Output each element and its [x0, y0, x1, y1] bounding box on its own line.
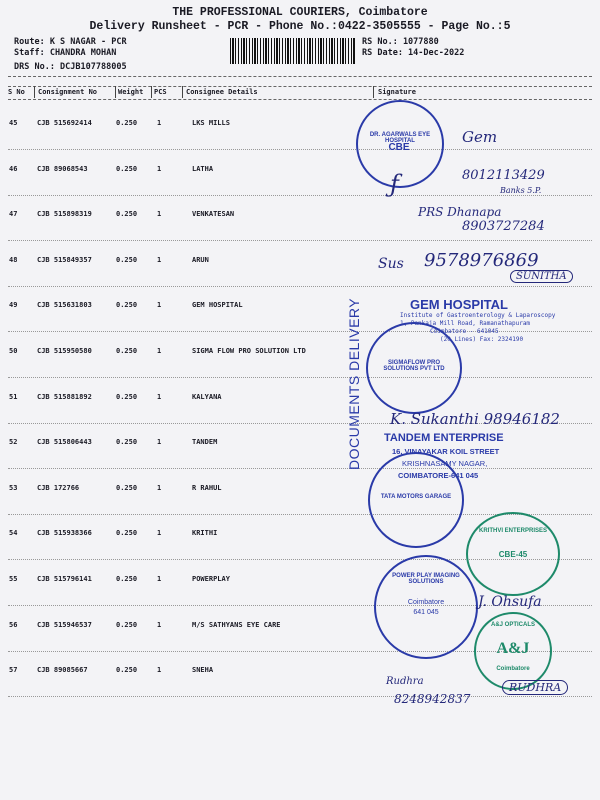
header-details: Consignee Details: [186, 88, 258, 96]
row-weight: 0.250: [116, 210, 138, 218]
row-divider: [8, 377, 592, 378]
row-weight: 0.250: [116, 621, 138, 629]
row-consignee: LKS MILLS: [192, 119, 230, 127]
handwriting-name-57: Rudhra: [386, 676, 424, 687]
barcode: [230, 38, 355, 64]
row-consignee: ARUN: [192, 256, 209, 264]
row-divider: [8, 195, 592, 196]
row-weight: 0.250: [116, 529, 138, 537]
row-weight: 0.250: [116, 301, 138, 309]
row-weight: 0.250: [116, 575, 138, 583]
column-divider: [34, 86, 35, 98]
row-weight: 0.250: [116, 484, 138, 492]
row-consignee: POWERPLAY: [192, 575, 230, 583]
row-sno: 47: [9, 210, 18, 218]
row-pcs: 1: [157, 666, 162, 674]
row-consignee: TANDEM: [192, 438, 218, 446]
divider: [8, 86, 592, 87]
row-divider: [8, 331, 592, 332]
table-row: [0, 347, 600, 357]
row-sno: 57: [9, 666, 18, 674]
row-divider: [8, 286, 592, 287]
row-weight: 0.250: [116, 438, 138, 446]
company-title: THE PROFESSIONAL COURIERS, Coimbatore: [172, 6, 428, 19]
table-row: [0, 301, 600, 311]
row-pcs: 1: [157, 393, 162, 401]
tandem-stamp-title: TANDEM ENTERPRISE: [384, 432, 504, 444]
row-sno: 48: [9, 256, 18, 264]
row-sno: 52: [9, 438, 18, 446]
row-weight: 0.250: [116, 256, 138, 264]
row-consignment: CJB 515806443: [37, 438, 92, 446]
header-sno: S No: [8, 88, 25, 96]
tandem-stamp-line: KRISHNASAMY NAGAR,: [402, 459, 488, 468]
table-row: [0, 119, 600, 129]
row-sno: 56: [9, 621, 18, 629]
tata-motors-stamp: TATA MOTORS GARAGE: [368, 452, 464, 548]
handwriting-phone-57: 8248942837: [394, 692, 471, 706]
row-pcs: 1: [157, 210, 162, 218]
row-consignment: CJB 515898319: [37, 210, 92, 218]
row-pcs: 1: [157, 575, 162, 583]
row-sno: 53: [9, 484, 18, 492]
row-consignment: CJB 172766: [37, 484, 80, 492]
eye-hospital-stamp: DR. AGARWALS EYE HOSPITAL CBE: [356, 100, 444, 188]
tandem-stamp-line: COIMBATORE-641 045: [398, 471, 479, 480]
column-divider: [373, 86, 374, 98]
column-divider: [182, 86, 183, 98]
row-pcs: 1: [157, 484, 162, 492]
table-row: [0, 393, 600, 403]
row-consignment: CJB 515631803: [37, 301, 92, 309]
row-consignee: SNEHA: [192, 666, 214, 674]
row-consignment: CJB 515938366: [37, 529, 92, 537]
header-consignment: Consignment No: [38, 88, 98, 96]
header-weight: Weight: [118, 88, 144, 96]
gem-stamp-line: (20 Lines) Fax: 2324190: [440, 336, 524, 343]
row-divider: [8, 468, 592, 469]
handwriting-sign-48: Sus: [378, 256, 404, 272]
row-consignee: KALYANA: [192, 393, 222, 401]
header-pcs: PCS: [154, 88, 167, 96]
row-consignee: GEM HOSPITAL: [192, 301, 243, 309]
row-weight: 0.250: [116, 165, 138, 173]
handwriting-rudhra: RUDHRA: [502, 680, 568, 695]
header-signature: Signature: [378, 88, 416, 96]
row-divider: [8, 149, 592, 150]
row-consignee: R RAHUL: [192, 484, 222, 492]
handwriting-note-46: Banks 5.P.: [500, 186, 542, 195]
rs-number: RS No.: 1077880: [362, 37, 439, 47]
row-consignment: CJB 515946537: [37, 621, 92, 629]
drs-number: DRS No.: DCJB107788005: [14, 62, 127, 72]
handwriting-phone-46: 8012113429: [462, 168, 545, 183]
row-sno: 55: [9, 575, 18, 583]
row-consignment: CJB 515692414: [37, 119, 92, 127]
staff-text: Staff: CHANDRA MOHAN: [14, 48, 117, 58]
row-weight: 0.250: [116, 666, 138, 674]
row-pcs: 1: [157, 529, 162, 537]
tandem-stamp-line: 16, VINAYAKAR KOIL STREET: [392, 447, 500, 456]
krithvi-stamp: KRITHVI ENTERPRISES CBE-45: [466, 512, 560, 596]
handwriting-phone-48: 9578976869: [424, 250, 539, 271]
rs-date: RS Date: 14-Dec-2022: [362, 48, 465, 58]
row-sno: 46: [9, 165, 18, 173]
row-divider: [8, 696, 592, 697]
handwriting-name-47: PRS Dhanapa: [418, 205, 502, 219]
row-consignee: KRITHI: [192, 529, 218, 537]
route-text: Route: K S NAGAR - PCR: [14, 37, 127, 47]
sigma-flow-stamp: SIGMAFLOW PRO SOLUTIONS PVT LTD: [366, 322, 462, 414]
row-consignment: CJB 89085667: [37, 666, 88, 674]
row-sno: 50: [9, 347, 18, 355]
gem-stamp-title: GEM HOSPITAL: [410, 297, 508, 312]
gem-stamp-line: Institute of Gastroenterology & Laparoscopy: [400, 312, 556, 319]
handwriting-sign-51: K. Sukanthi 98946182: [390, 410, 560, 428]
runsheet-title: Delivery Runsheet - PCR - Phone No.:0422-3505555 - Page No.:5: [89, 20, 511, 33]
row-pcs: 1: [157, 119, 162, 127]
row-pcs: 1: [157, 438, 162, 446]
handwriting-name-48: SUNITHA: [510, 270, 573, 283]
row-pcs: 1: [157, 621, 162, 629]
divider: [8, 76, 592, 77]
row-divider: [8, 240, 592, 241]
handwriting-gem: Gem: [462, 128, 498, 146]
row-pcs: 1: [157, 165, 162, 173]
divider: [8, 99, 592, 100]
handwriting-phone-47: 8903727284: [462, 219, 545, 234]
row-consignment: CJB 515881892: [37, 393, 92, 401]
aj-opticals-stamp: A&J OPTICALS A&J Coimbatore: [474, 612, 552, 690]
handwriting-initial: ƒ: [390, 170, 399, 198]
row-consignee: M/S SATHYANS EYE CARE: [192, 621, 281, 629]
row-consignment: CJB 515849357: [37, 256, 92, 264]
table-row: [0, 484, 600, 494]
row-pcs: 1: [157, 301, 162, 309]
row-consignee: SIGMA FLOW PRO SOLUTION LTD: [192, 347, 306, 355]
power-play-stamp: POWER PLAY IMAGING SOLUTIONS Coimbatore 641 045: [374, 555, 478, 659]
gem-stamp-line: 1, Pankaja Mill Road, Ramanathapuram: [400, 320, 531, 327]
row-sno: 54: [9, 529, 18, 537]
column-divider: [151, 86, 152, 98]
row-weight: 0.250: [116, 347, 138, 355]
row-weight: 0.250: [116, 393, 138, 401]
documents-delivery-stamp: DOCUMENTS DELIVERY: [346, 297, 362, 470]
row-pcs: 1: [157, 256, 162, 264]
row-weight: 0.250: [116, 119, 138, 127]
row-consignment: CJB 515950580: [37, 347, 92, 355]
row-consignee: VENKATESAN: [192, 210, 235, 218]
row-consignee: LATHA: [192, 165, 214, 173]
handwriting-sign-55: J. Ohsufa: [478, 594, 542, 610]
row-pcs: 1: [157, 347, 162, 355]
row-sno: 45: [9, 119, 18, 127]
column-divider: [115, 86, 116, 98]
row-consignment: CJB 89068543: [37, 165, 88, 173]
row-sno: 49: [9, 301, 18, 309]
row-consignment: CJB 515796141: [37, 575, 92, 583]
row-sno: 51: [9, 393, 18, 401]
gem-stamp-line: Coimbatore - 641045: [430, 328, 499, 335]
table-row: [0, 438, 600, 448]
